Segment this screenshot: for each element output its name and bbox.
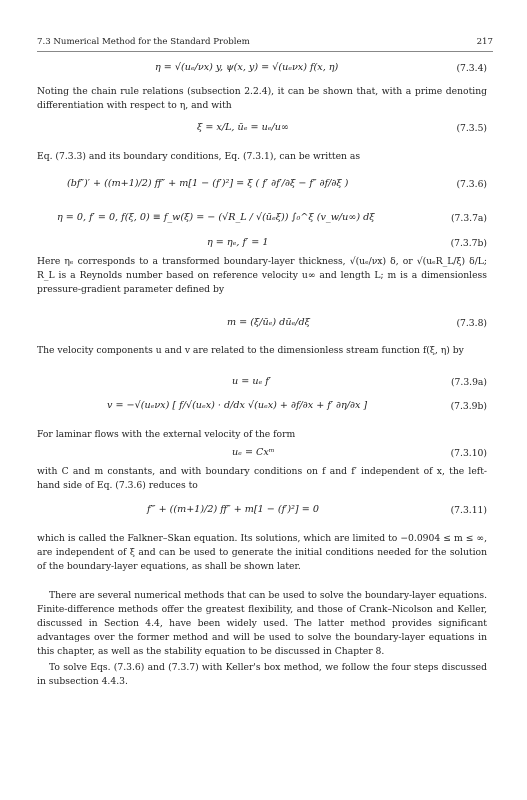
paragraph: For laminar flows with the external velocity of the form <box>37 429 296 440</box>
paragraph: Here ηₑ corresponds to a transformed boundary-layer thickness, √(uₑ/νx) δ, or √(uₑR_L/ξ) δ/L; R_L is a Reynolds number based on reference velocity u∞ and length L; m is a dimensionless pressure-gradient parameter defined by <box>37 256 487 296</box>
equation-7-3-10 <box>37 447 487 465</box>
equation-body: η = √(uₑ/νx) y, ψ(x, y) = √(uₑνx) f(x, η) <box>155 62 339 73</box>
equation-7-3-5 <box>37 122 487 140</box>
paragraph: Noting the chain rule relations (subsection 2.2.4), it can be shown that, with a prime denoting differentiation with respect to η, and with <box>37 86 487 112</box>
equation-number: (7.3.7a) <box>450 213 487 224</box>
paragraph: with C and m constants, and with boundary conditions on f and f′ independent of x, the left-hand side of Eq. (7.3.6) reduces to <box>37 466 487 492</box>
equation-number: (7.3.6) <box>456 179 487 190</box>
equation-body: η = ηₑ, f′ = 1 <box>207 237 269 248</box>
equation-7-3-11 <box>37 504 487 522</box>
equation-number: (7.3.10) <box>450 448 487 459</box>
equation-7-3-9b <box>37 400 487 418</box>
paragraph: Eq. (7.3.3) and its boundary conditions, Eq. (7.3.1), can be written as <box>37 151 361 162</box>
equation-body: (bf″)′ + ((m+1)/2) ff″ + m[1 − (f′)²] = ξ ( f′ ∂f′/∂ξ − f″ ∂f/∂ξ ) <box>67 178 349 189</box>
equation-body: uₑ = Cxᵐ <box>232 447 275 458</box>
equation-number: (7.3.9a) <box>450 377 487 388</box>
equation-body: f‴ + ((m+1)/2) ff″ + m[1 − (f′)²] = 0 <box>147 504 319 515</box>
running-header <box>37 37 493 52</box>
equation-7-3-4 <box>37 62 487 80</box>
equation-body: v = −√(uₑνx) [ f/√(uₑx) · d/dx √(uₑx) + ∂f/∂x + f′ ∂η/∂x ] <box>107 400 368 411</box>
equation-number: (7.3.5) <box>456 123 487 134</box>
paragraph: The velocity components u and v are related to the dimensionless stream function f(ξ, η) by <box>37 345 464 356</box>
equation-number: (7.3.4) <box>456 63 487 74</box>
equation-body: u = uₑ f′ <box>232 376 271 387</box>
equation-body: ξ = x/L, ūₑ = uₑ/u∞ <box>197 122 289 133</box>
equation-7-3-6 <box>37 178 487 196</box>
equation-7-3-9a <box>37 376 487 394</box>
equation-7-3-8 <box>37 317 487 335</box>
paragraph: There are several numerical methods that can be used to solve the boundary-layer equations. Finite-difference methods offer the greatest flexibility, and those of Crank–Nicolson and Keller, discussed in Section 4.4, have been widely used. The latter method provides significant advantages over the former method and will be used to solve the boundary-layer equations in this chapter, as well as the stability equation to be discussed in Chapter 8. <box>37 590 487 658</box>
paragraph: To solve Eqs. (7.3.6) and (7.3.7) with Keller's box method, we follow the four steps discussed in subsection 4.4.3. <box>37 662 487 688</box>
equation-number: (7.3.11) <box>450 505 487 516</box>
equation-number: (7.3.8) <box>456 318 487 329</box>
equation-7-3-7b <box>37 237 487 255</box>
page-number: 217 <box>476 37 493 47</box>
equation-body: m = (ξ/ūₑ) dūₑ/dξ <box>227 317 310 328</box>
equation-number: (7.3.9b) <box>450 401 487 412</box>
equation-body: η = 0, f′ = 0, f(ξ, 0) ≡ f_w(ξ) = − (√R_L / √(ūₑξ)) ∫₀^ξ (v_w/u∞) dξ <box>57 212 375 223</box>
equation-number: (7.3.7b) <box>450 238 487 249</box>
paragraph: which is called the Falkner–Skan equation. Its solutions, which are limited to −0.0904 ≤ m ≤ ∞, are independent of ξ and can be used to generate the initial conditions needed for the solution of the boundary-layer equations, as shall be shown later. <box>37 533 487 573</box>
equation-7-3-7a <box>37 212 487 230</box>
section-title: 7.3 Numerical Method for the Standard Problem <box>37 37 250 47</box>
